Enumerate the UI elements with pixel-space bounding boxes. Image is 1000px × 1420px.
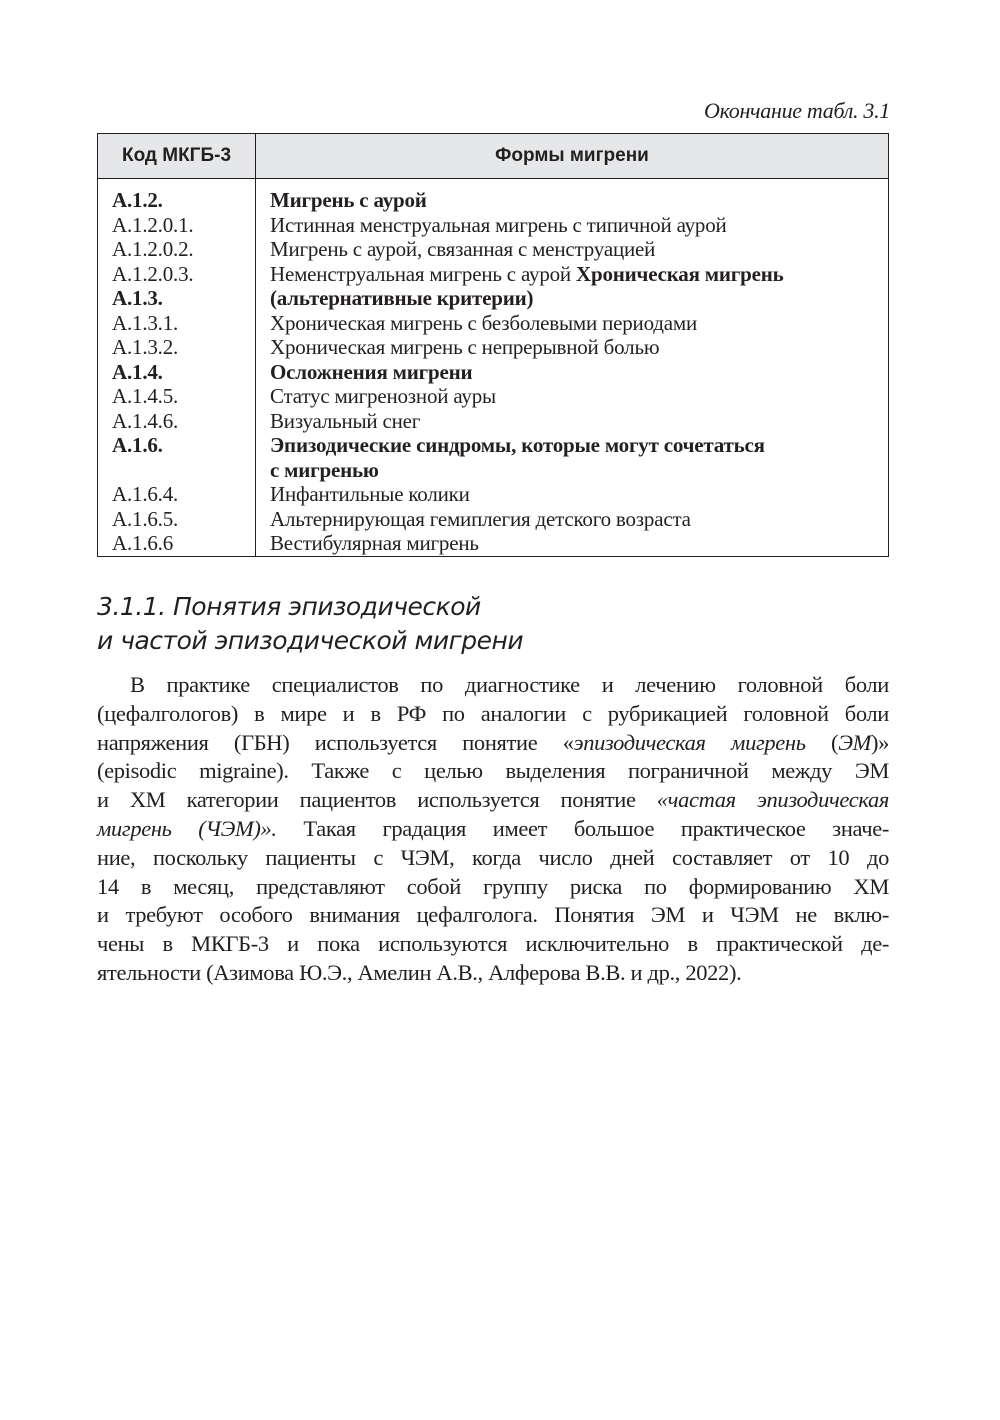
- form-text: Вестибулярная мигрень: [270, 531, 479, 555]
- form-cell: [270, 384, 888, 409]
- form-cell: [270, 188, 888, 213]
- code-cell: [112, 458, 255, 483]
- paragraph-line: [97, 959, 889, 988]
- paragraph-line: [97, 671, 889, 700]
- form-cell: [270, 335, 888, 360]
- header-code: Код МКГБ-3: [98, 134, 256, 179]
- paragraph-text: (цефалгологов) в мире и в РФ по аналогии с рубрикацией головной боли: [97, 700, 889, 726]
- paragraph-text: (: [805, 729, 839, 755]
- italic-term: ЭМ: [838, 729, 871, 755]
- form-cell: [270, 531, 888, 556]
- paragraph-text: 14 в месяц, представляют собой группу риска по формированию ХМ: [97, 873, 889, 899]
- code-cell: A.1.3.1.: [112, 310, 179, 335]
- paragraph-line: [97, 815, 889, 844]
- paragraph-text: чены в МКГБ-3 и пока используются исключительно в практической де-: [97, 931, 889, 957]
- paragraph-line: [97, 700, 889, 729]
- code-cell: A.1.3.: [112, 286, 163, 310]
- form-text: Хроническая мигрень: [576, 261, 784, 286]
- code-cell: A.1.2.0.2.: [112, 237, 194, 261]
- code-cell: A.1.2.0.1.: [112, 212, 194, 237]
- paragraph-text: )»: [870, 729, 890, 755]
- code-cell: A.1.4.6.: [112, 408, 179, 433]
- form-text: (альтернативные критерии): [270, 286, 534, 310]
- form-text: Осложнения мигрени: [270, 359, 473, 384]
- paragraph-line: [97, 757, 889, 786]
- header-forms: Формы мигрени: [256, 134, 889, 179]
- form-cell: [270, 482, 888, 507]
- paragraph-line: [97, 786, 889, 815]
- form-text: Эпизодические синдромы, которые могут сочетаться: [270, 433, 765, 457]
- paragraph-text: напряжения (ГБН) используется понятие «: [97, 729, 574, 755]
- paragraph-text: ние, поскольку пациенты с ЧЭМ, когда число дней составляет от 10 до: [97, 844, 889, 870]
- form-cell: [270, 507, 888, 532]
- paragraph-line: [97, 729, 889, 758]
- form-cell: [270, 286, 888, 311]
- paragraph-line: [97, 930, 889, 959]
- italic-term: «частая эпизодическая: [656, 787, 889, 813]
- body-paragraph: [97, 671, 889, 988]
- form-text: Мигрень с аурой: [270, 188, 427, 212]
- form-text: Хроническая мигрень с непрерывной болью: [270, 335, 660, 359]
- paragraph-text: В практике специалистов по диагностике и лечению головной боли: [130, 672, 889, 697]
- form-cell: [270, 237, 888, 262]
- italic-term: мигрень (ЧЭМ)».: [97, 815, 277, 841]
- form-text: Истинная менструальная мигрень с типичной аурой: [270, 212, 727, 237]
- section-heading: [97, 590, 523, 658]
- table-caption: Окончание табл. 3.1: [704, 98, 890, 123]
- code-cell: A.1.6.5.: [112, 506, 179, 531]
- code-column: [98, 179, 256, 557]
- form-text: Мигрень с аурой, связанная с менструацией: [270, 237, 656, 261]
- migraine-forms-table: [97, 133, 889, 557]
- form-text: с мигренью: [270, 457, 379, 482]
- section-heading-line: и частой эпизодической мигрени: [97, 626, 524, 655]
- form-cell: [270, 409, 888, 434]
- form-cell: [270, 360, 888, 385]
- form-cell: [270, 433, 888, 458]
- paragraph-line: [97, 844, 889, 873]
- forms-column: [256, 179, 889, 557]
- form-cell: [270, 262, 888, 287]
- code-cell: A.1.4.5.: [112, 384, 179, 408]
- form-text: Визуальный снег: [270, 408, 421, 433]
- form-text: Инфантильные колики: [270, 482, 470, 506]
- table-body-row: [98, 179, 889, 557]
- code-cell: A.1.3.2.: [112, 335, 179, 359]
- form-text: Неменструальная мигрень с аурой: [270, 261, 577, 286]
- paragraph-text: и ХМ категории пациентов используется понятие: [97, 787, 657, 813]
- code-cell: A.1.6.6: [112, 531, 174, 555]
- paragraph-line: [97, 901, 889, 930]
- paragraph-text: и требуют особого внимания цефалголога. Понятия ЭМ и ЧЭМ не вклю-: [97, 902, 889, 928]
- form-cell: [270, 311, 888, 336]
- paragraph-text: (episodic migraine). Также с целью выделения пограничной между ЭМ: [97, 758, 889, 784]
- code-cell: A.1.4.: [112, 359, 163, 384]
- code-cell: A.1.2.0.3.: [112, 261, 194, 286]
- form-text: Статус мигренозной ауры: [270, 384, 496, 408]
- paragraph-text: ятельности (Азимова Ю.Э., Амелин А.В., Алферова В.В. и др., 2022).: [97, 959, 742, 985]
- code-cell: A.1.6.: [112, 433, 163, 457]
- section-heading-line: 3.1.1. Понятия эпизодической: [97, 592, 481, 621]
- form-text: Хроническая мигрень с безболевыми периодами: [270, 310, 697, 335]
- italic-term: эпизодическая мигрень: [573, 729, 806, 755]
- code-cell: A.1.2.: [112, 188, 163, 212]
- form-text: Альтернирующая гемиплегия детского возраста: [270, 506, 691, 531]
- paragraph-line: [97, 873, 889, 902]
- form-cell: [270, 458, 888, 483]
- form-cell: [270, 213, 888, 238]
- code-cell: A.1.6.4.: [112, 482, 179, 506]
- table-header-row: [98, 134, 889, 179]
- paragraph-text: Такая градация имеет большое практическое значе-: [276, 815, 889, 841]
